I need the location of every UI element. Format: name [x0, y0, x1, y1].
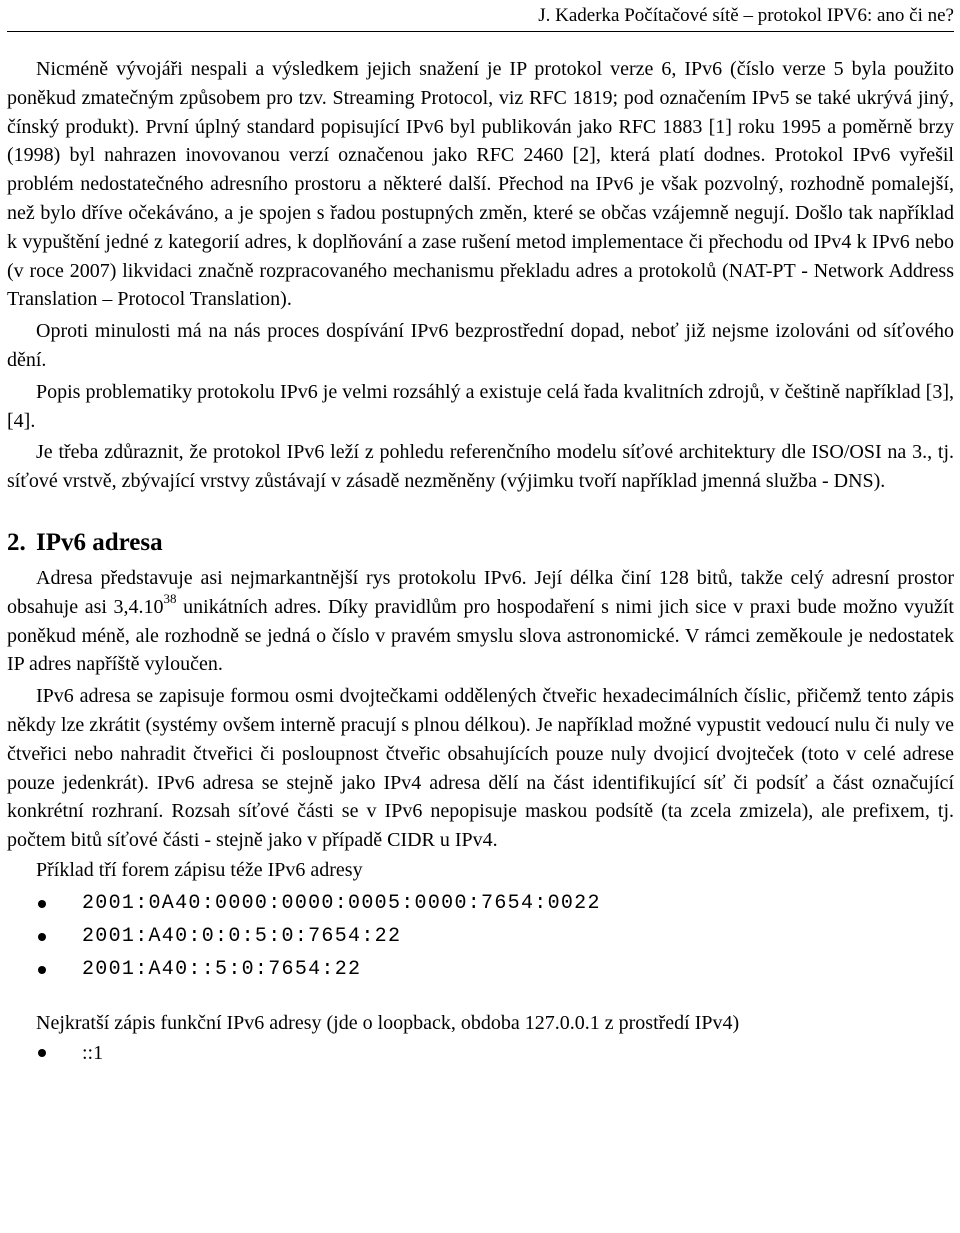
document-body [7, 55, 954, 1068]
shortest-address-intro: Nejkratší zápis funkční IPv6 adresy (jde o loopback, obdoba 127.0.0.1 z prostředí IPv4) [36, 1011, 740, 1034]
address-size-text-cont: unikátních adres. Díky pravidlům pro hospodaření s nimi jich sice v praxi bude možno využít poněkud méně, ale rozhodně se jedná o číslo v pravém smyslu slova astronomické. V rámci zeměkoule je nedostatek IP adres napříště vyloučen. [7, 595, 954, 676]
section-number: 2. [7, 528, 26, 556]
paragraph-address-notation: IPv6 adresa se zapisuje formou osmi dvojtečkami oddělených čtveřic hexadecimálních číslic, přičemž tento zápis někdy lze zkrátit (systémy ovšem interně pracují s plnou délkou). Je například možné vypustit vedoucí nulu či nuly ve čtveřici nebo nahradit čtveřici či posloupnost čtveřic obsahujících pouze nuly dvojicí dvojteček (toto v celé adrese pouze jedenkrát). IPv6 adresa se stejně jako IPv4 adresa dělí na část identifikující síť či podsíť a část označující konkrétní rozhraní. Rozsah síťové části se v IPv6 nepopisuje maskou podsítě (ta zcela zmizela), ale prefixem, tj. počtem bitů síťové části - stejně jako v případě CIDR u IPv4. [7, 685, 954, 852]
section-title: IPv6 adresa [36, 528, 163, 556]
bullet-icon [38, 966, 46, 974]
list-item [7, 953, 954, 986]
running-header: J. Kaderka Počítačové sítě – protokol IPV6: ano či ne? [538, 5, 954, 26]
bullet-icon [38, 900, 46, 908]
paragraph-ipv6-osi-layer: Je třeba zdůraznit, že protokol IPv6 leží z pohledu referenčního modelu síťové architektury dle ISO/OSI na 3., tj. síťové vrstvě, zbývající vrstvy zůstávají v zásadě nezměněny (výjimku tvoří například jmenná služba - DNS). [7, 441, 954, 493]
paragraph-ipv6-impact: Oproti minulosti má na nás proces dospívání IPv6 bezprostřední dopad, neboť již nejsme izolováni od síťového dění. [7, 320, 954, 371]
address-size-text: Adresa představuje asi nejmarkantnější rys protokolu IPv6. Její délka činí 128 bitů, takže celý adresní prostor obsahuje asi 3,4.10 [7, 566, 954, 618]
list-item [7, 920, 954, 953]
loopback-address: ::1 [82, 1041, 104, 1064]
bullet-icon [38, 1049, 46, 1057]
list-item [7, 1038, 954, 1068]
paragraph-ipv6-history: Nicméně vývojáři nespali a výsledkem jejich snažení je IP protokol verze 6, IPv6 (číslo verze 5 byla použito poněkud zmatečným způsobem pro tzv. Streaming Protocol, viz RFC 1819; pod označením IPv5 se také ukrývá jiný, čínský produkt). První úplný standard popisující IPv6 byl publikován jako RFC 1883 [1] roku 1995 a poměrně brzy (1998) byl nahrazen inovovanou verzí označenou jako RFC 2460 [2], která platí dodnes. Protokol IPv6 vyřešil problém nedostatečného adresního prostoru a některé další. Přechod na IPv6 je však pozvolný, rozhodně pomalejší, než bylo dříve očekáváno, a je spojen s řadou postupných změn, které se občas vzájemně negují. Došlo tak například k vypuštění jedné z kategorií adres, k doplňování a zase rušení metod implementace či přechodu od IPv4 k IPv6 nebo (v roce 2007) likvidaci značně rozpracovaného mechanismu překladu adres a protokolů (NAT-PT - Network Address Translation – Protocol Translation). [7, 58, 954, 311]
section-heading [7, 528, 954, 558]
loopback-list [7, 1038, 954, 1068]
paragraph-ipv6-sources: Popis problematiky protokolu IPv6 je velmi rozsáhlý a existuje celá řada kvalitních zdrojů, v češtině například [3], [4]. [7, 380, 954, 432]
list-item [7, 887, 954, 920]
paragraph-address-size [7, 564, 954, 679]
address-full: 2001:0A40:0000:0000:0005:0000:7654:0022 [82, 891, 601, 915]
header-rule [7, 31, 954, 32]
exponent: 38 [163, 590, 177, 606]
address-example-list [7, 887, 954, 986]
address-compressed: 2001:A40::5:0:7654:22 [82, 957, 362, 981]
bullet-icon [38, 933, 46, 941]
address-no-leading-zeros: 2001:A40:0:0:5:0:7654:22 [82, 924, 402, 948]
example-intro: Příklad tří forem zápisu téže IPv6 adresy [36, 858, 363, 881]
